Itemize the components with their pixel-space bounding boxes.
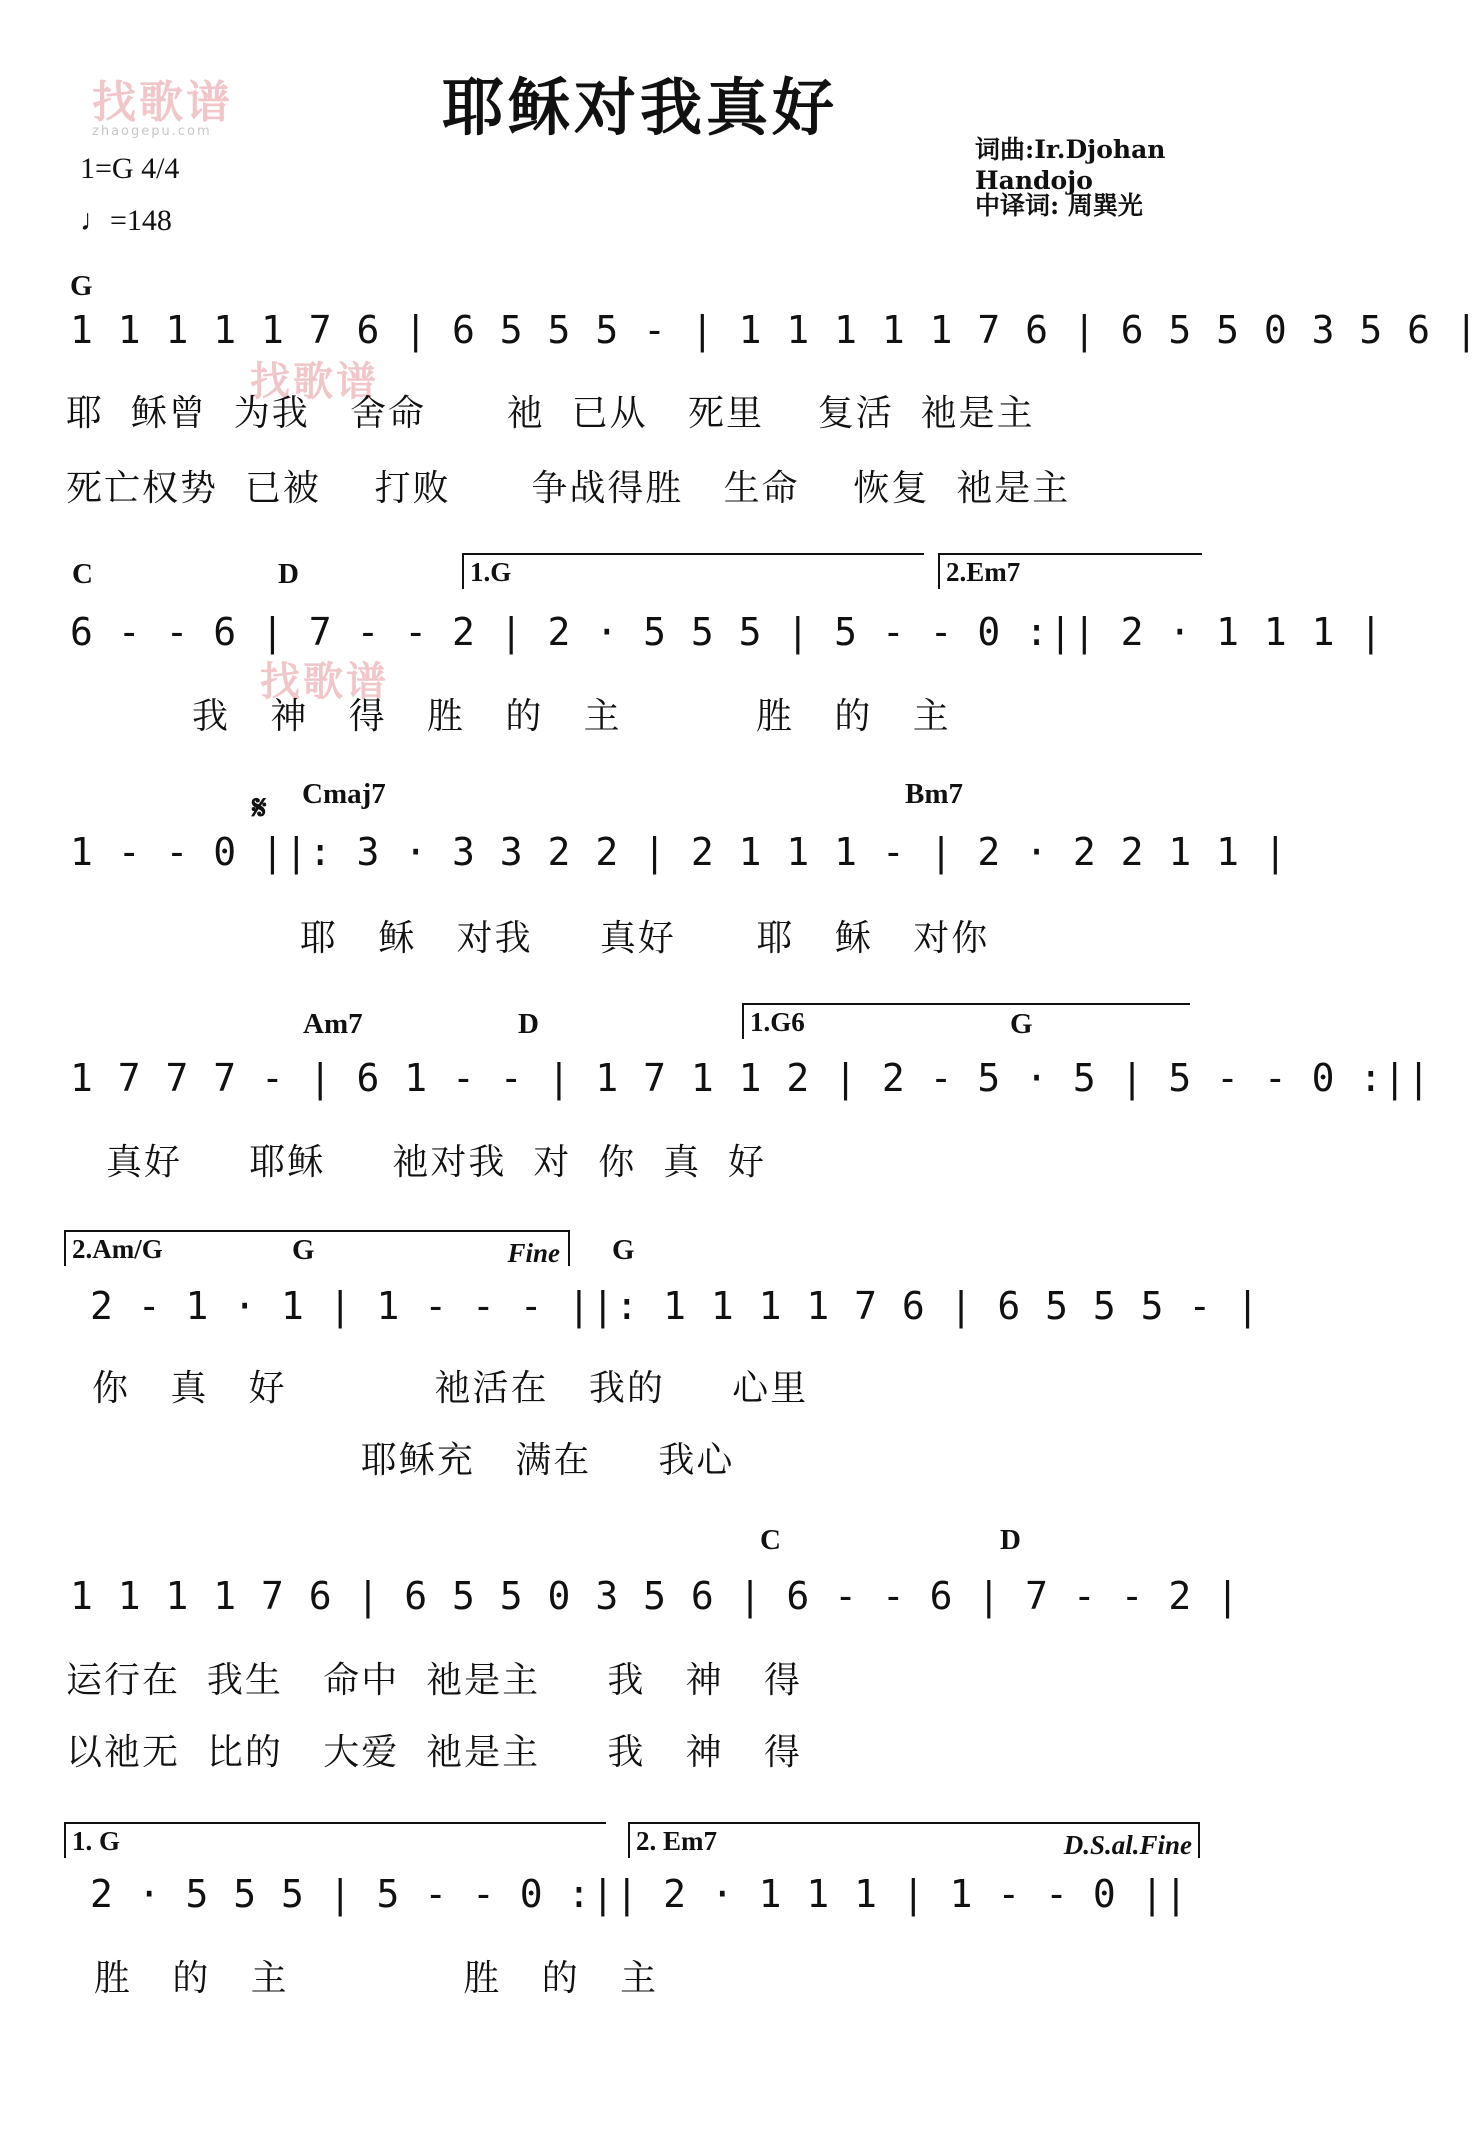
lyricist-credit: 词曲:Ir.Djohan Handojo [975, 135, 1166, 195]
first-ending-bracket [462, 553, 924, 589]
chord-symbol: Am7 [303, 1008, 363, 1040]
second-ending-bracket [628, 1822, 1200, 1858]
lyric-line: 我 神 得 胜 的 主 胜 的 主 [192, 696, 951, 737]
lyric-verse-1: 耶 稣曾 为我 舍命 祂 已从 死里 复活 祂是主 [66, 393, 1035, 434]
chord-symbol: C [72, 558, 93, 590]
ds-al-fine-marking: D.S.al.Fine [1063, 1830, 1192, 1860]
chord-symbol: C [760, 1524, 781, 1556]
song-title: 耶稣对我真好 [441, 71, 838, 144]
lyric-verse-1: 运行在 我生 命中 祂是主 我 神 得 [66, 1660, 802, 1701]
second-ending-bracket [938, 553, 1202, 589]
watermark-logo [92, 66, 233, 139]
tempo-marking: ♩=148 [80, 204, 172, 237]
watermark-domain: zhaogepu.com [92, 124, 212, 139]
watermark-name: 找歌谱 [250, 359, 379, 405]
lyric-verse-2: 以祂无 比的 大爱 祂是主 我 神 得 [66, 1732, 802, 1773]
ending-label: 2.Em7 [946, 557, 1021, 587]
ending-label: 1.G6 [750, 1007, 805, 1037]
lyric-verse-2: 耶稣充 满在 我心 [92, 1440, 735, 1481]
notation-line: 1 7 7 7 - | 6 1 - - | 1 7 1 1 2 | 2 - 5 · 5 | 5 - - 0 :|| [70, 1056, 1432, 1100]
translator-credit: 中译词: 周巽光 [975, 191, 1143, 220]
chord-symbol: D [278, 558, 299, 590]
chord-symbol: G [70, 270, 93, 302]
watermark-name: 找歌谱 [260, 659, 389, 705]
lyric-verse-2: 死亡权势 已被 打败 争战得胜 生命 恢复 祂是主 [66, 468, 1071, 509]
ending-label: 2. Em7 [636, 1826, 717, 1856]
notation-line: 1 1 1 1 7 6 | 6 5 5 0 3 5 6 | 6 - - 6 | 7 - - 2 | [70, 1574, 1241, 1618]
chord-symbol: G [292, 1234, 315, 1266]
lyric-line: 耶 稣 对我 真好 耶 稣 对你 [300, 918, 990, 959]
chord-symbol: Cmaj7 [302, 778, 386, 810]
key-signature: 1=G 4/4 [80, 152, 180, 185]
notation-line: 6 - - 6 | 7 - - 2 | 2 · 5 5 5 | 5 - - 0 :|| 2 · 1 1 1 | [70, 610, 1384, 654]
segno-sign: 𝄋 [252, 788, 267, 828]
watermark-name: 找歌谱 [92, 77, 233, 128]
ending-label: 1. G [72, 1826, 121, 1856]
notation-line: 2 - 1 · 1 | 1 - - - ||: 1 1 1 1 7 6 | 6 5 5 5 - | [90, 1284, 1261, 1328]
chord-symbol: G [1010, 1008, 1033, 1040]
fine-marking: Fine [507, 1238, 560, 1268]
notation-line: 1 1 1 1 1 7 6 | 6 5 5 5 - | 1 1 1 1 1 7 6 | 6 5 5 0 3 5 6 | [70, 308, 1479, 352]
second-ending-bracket [64, 1230, 570, 1266]
lyric-line: 胜 的 主 胜 的 主 [94, 1958, 659, 1999]
notation-line: 1 - - 0 ||: 3 · 3 3 2 2 | 2 1 1 1 - | 2 · 2 2 1 1 | [70, 830, 1288, 874]
ending-label: 1.G [470, 557, 512, 587]
first-ending-bracket [64, 1822, 606, 1858]
chord-symbol: Bm7 [905, 778, 963, 810]
lyric-verse-1: 你 真 好 祂活在 我的 心里 [92, 1368, 809, 1409]
first-ending-bracket [742, 1003, 1190, 1039]
chord-symbol: D [1000, 1524, 1021, 1556]
chord-symbol: G [612, 1234, 635, 1266]
chord-symbol: D [518, 1008, 539, 1040]
notation-line: 2 · 5 5 5 | 5 - - 0 :|| 2 · 1 1 1 | 1 - - 0 || [90, 1872, 1189, 1916]
lyric-line: 真好 耶稣 祂对我 对 你 真 好 [106, 1142, 766, 1183]
ending-label: 2.Am/G [72, 1234, 163, 1264]
